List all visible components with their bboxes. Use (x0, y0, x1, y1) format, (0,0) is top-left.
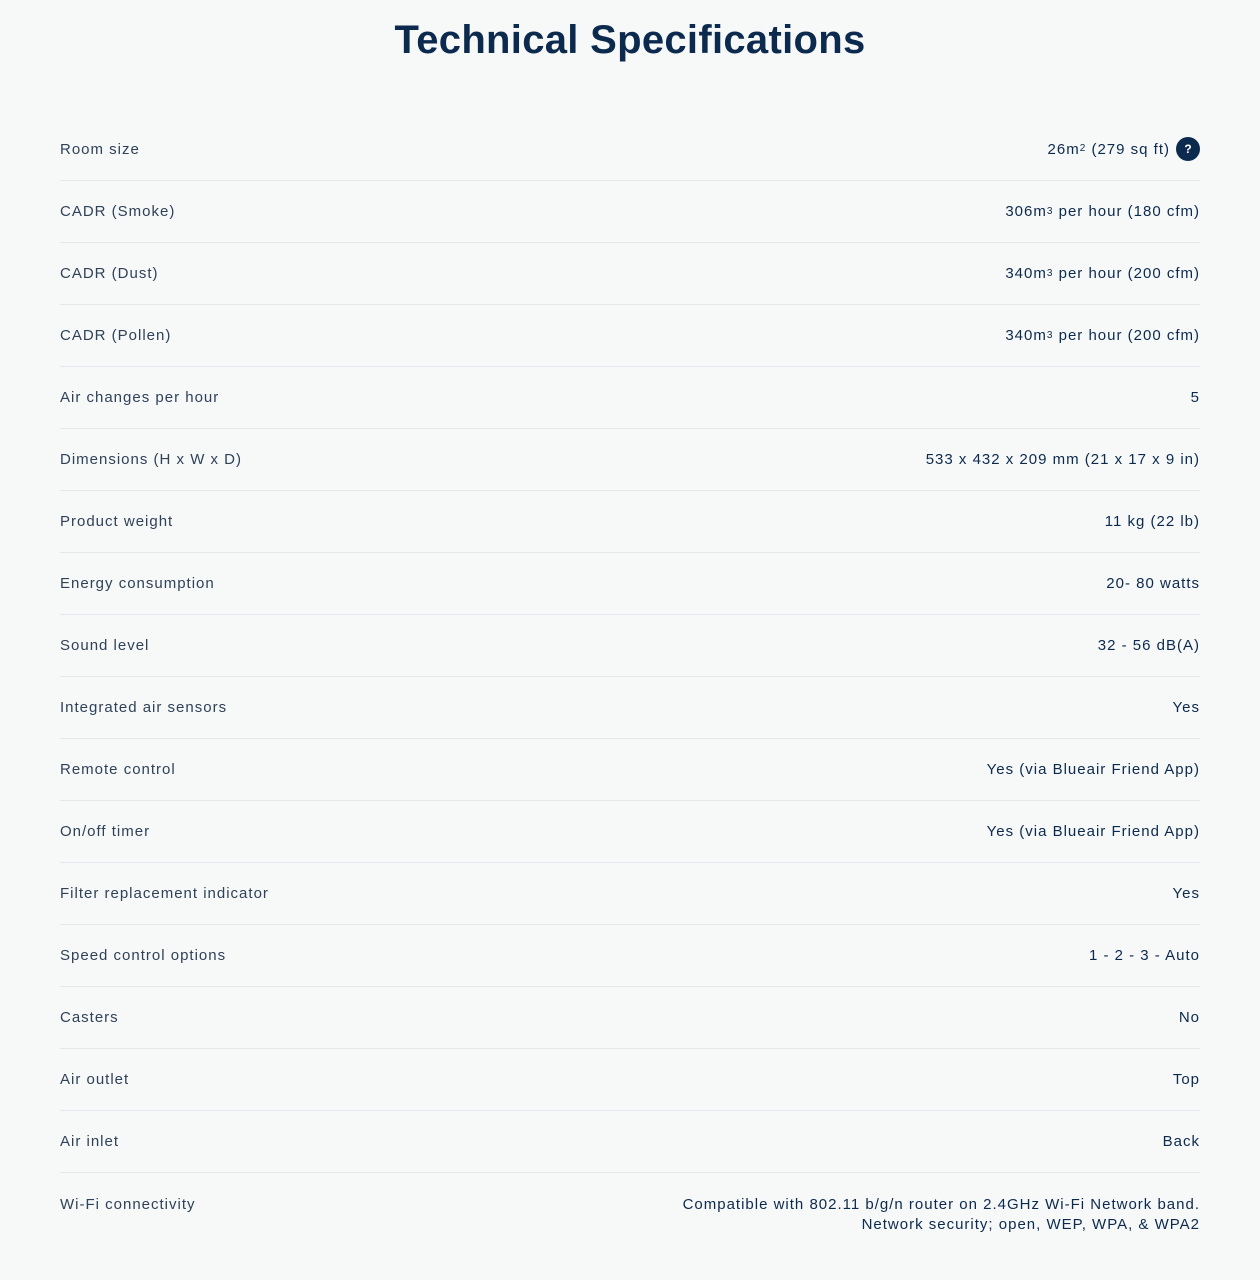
spec-value-main: 340m (1005, 265, 1047, 282)
spec-label: CADR (Smoke) (60, 203, 176, 220)
spec-row-cadr-pollen (60, 305, 1200, 367)
spec-label: Casters (60, 1009, 119, 1026)
spec-label: Integrated air sensors (60, 699, 228, 716)
spec-label: Air outlet (60, 1071, 130, 1088)
spec-value-line-2: Network security; open, WEP, WPA, & WPA2 (861, 1216, 1200, 1233)
spec-value-suffix: per hour (200 cfm) (1053, 327, 1200, 344)
spec-row-remote-control (60, 739, 1200, 801)
spec-row-air-inlet (60, 1111, 1200, 1173)
question-icon[interactable]: ? (1176, 137, 1200, 161)
spec-value: Yes (1172, 885, 1200, 902)
spec-label: On/off timer (60, 823, 151, 840)
spec-label: Energy consumption (60, 575, 215, 592)
spec-value-suffix: (279 sq ft) (1086, 140, 1170, 158)
spec-value: 26m 2 (279 sq ft) ? (1048, 137, 1200, 161)
spec-label: Air changes per hour (60, 389, 220, 406)
spec-label: Sound level (60, 637, 150, 654)
spec-value-main: 340m (1005, 327, 1047, 344)
spec-value: No (1178, 1009, 1200, 1026)
spec-row-cadr-dust (60, 243, 1200, 305)
spec-value: 5 (1190, 389, 1200, 406)
spec-row-timer (60, 801, 1200, 863)
spec-label: Room size (60, 140, 140, 158)
spec-row-air-changes (60, 367, 1200, 429)
spec-row-energy (60, 553, 1200, 615)
spec-value-main: 26m (1047, 140, 1080, 158)
spec-label: Product weight (60, 513, 174, 530)
spec-value-main: 306m (1005, 203, 1047, 220)
spec-value: 533 x 432 x 209 mm (21 x 17 x 9 in) (925, 451, 1200, 468)
spec-value: Yes (via Blueair Friend App) (986, 823, 1200, 840)
spec-label: Wi-Fi connectivity (60, 1196, 196, 1213)
spec-row-cadr-smoke (60, 181, 1200, 243)
spec-row-casters (60, 987, 1200, 1049)
spec-value-suffix: per hour (200 cfm) (1053, 265, 1200, 282)
spec-label: Filter replacement indicator (60, 885, 269, 902)
spec-value: 20- 80 watts (1106, 575, 1200, 592)
spec-row-sound-level (60, 615, 1200, 677)
spec-label: Speed control options (60, 947, 227, 964)
spec-row-filter-indicator (60, 863, 1200, 925)
spec-label: CADR (Pollen) (60, 327, 172, 344)
spec-row-dimensions (60, 429, 1200, 491)
spec-value (683, 1195, 1200, 1235)
spec-value: 340m 3 per hour (200 cfm) (1005, 327, 1200, 344)
spec-row-air-outlet (60, 1049, 1200, 1111)
spec-table (60, 118, 1200, 1255)
spec-value: 32 - 56 dB(A) (1097, 637, 1200, 654)
spec-row-air-sensors (60, 677, 1200, 739)
spec-row-wifi (60, 1173, 1200, 1255)
spec-value: 306m 3 per hour (180 cfm) (1005, 203, 1200, 220)
spec-value: Back (1162, 1133, 1200, 1150)
page-title: Technical Specifications (394, 18, 866, 62)
spec-value: 11 kg (22 lb) (1104, 513, 1200, 530)
spec-value: 1 - 2 - 3 - Auto (1088, 947, 1200, 964)
spec-label: Dimensions (H x W x D) (60, 451, 243, 468)
spec-value: 340m 3 per hour (200 cfm) (1005, 265, 1200, 282)
spec-label: Remote control (60, 761, 176, 778)
spec-label: Air inlet (60, 1133, 120, 1150)
spec-value: Yes (via Blueair Friend App) (986, 761, 1200, 778)
spec-value: Top (1172, 1071, 1200, 1088)
spec-row-speed-control (60, 925, 1200, 987)
spec-value: Yes (1172, 699, 1200, 716)
spec-value-line-1: Compatible with 802.11 b/g/n router on 2.4GHz Wi-Fi Network band. (682, 1196, 1200, 1213)
spec-value-suffix: per hour (180 cfm) (1053, 203, 1200, 220)
spec-row-room-size (60, 118, 1200, 181)
spec-label: CADR (Dust) (60, 265, 159, 282)
spec-row-weight (60, 491, 1200, 553)
